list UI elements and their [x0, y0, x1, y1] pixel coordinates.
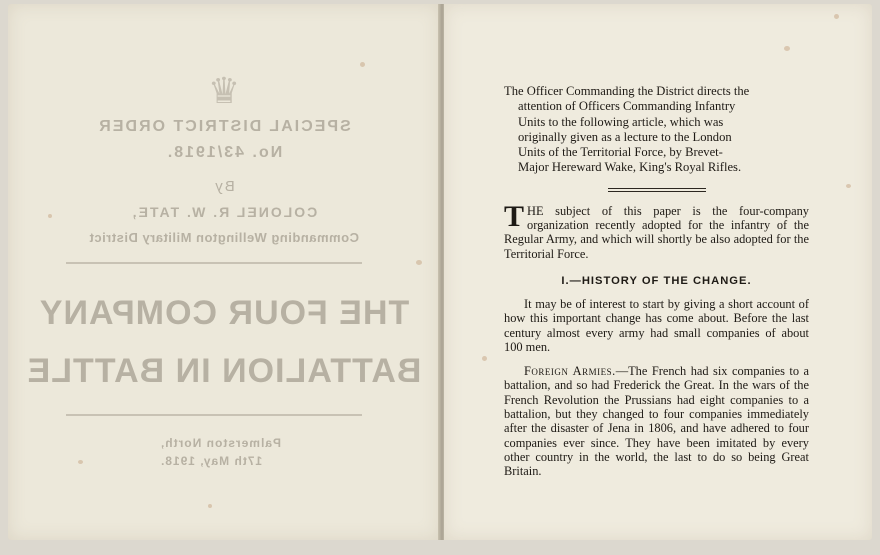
bleed-line-number: No. 43/1918. [165, 144, 283, 161]
bleed-line-place: Palmerston North, [160, 436, 282, 450]
bleed-line-by: By [213, 178, 235, 195]
bleed-title-line1: THE FOUR COMPANY [38, 294, 410, 332]
paragraph-subject-text: HE subject of this paper is the four-company organization recently adopted for the infantry of the Regular Army, and which will shortly be also adopted for the Territorial Force. [504, 203, 809, 261]
bleed-line-commanding: Commanding Wellington Military District [89, 230, 359, 245]
drop-cap: T [504, 199, 525, 233]
intro-line: Major Hereward Wake, King's Royal Rifles. [518, 160, 742, 175]
section-divider [608, 188, 706, 192]
foreign-armies-text: —The French had six companies to a battalion, and so had Frederick the Great. In the wars of the French Revolution the Prussians had eight companies to a battalion, but they changed to four companies immediately after the disaster of Jena in 1806, and have adhered to four companies ever since. They have been imitated by every other country in the world, the last to do so being Great Britain. [504, 364, 809, 479]
intro-line: attention of Officers Commanding Infantry [518, 99, 736, 114]
bleed-line-date: 17th May, 1918. [160, 454, 263, 468]
paragraph-foreign-armies [504, 364, 809, 478]
bleed-line-order: SPECIAL DISTRICT ORDER [97, 118, 351, 135]
intro-line: The Officer Commanding the District directs the [504, 84, 750, 98]
bleed-rule-bottom [66, 414, 362, 416]
bleed-line-colonel: COLONEL R. W. TATE, [130, 204, 318, 220]
foreign-armies-lead: Foreign Armies. [524, 364, 616, 379]
bleed-rule-top [66, 262, 362, 264]
right-page-text [504, 84, 809, 479]
bleed-title-line2: BATTALION IN BATTLE [26, 352, 422, 390]
intro-line: originally given as a lecture to the London [518, 129, 732, 144]
intro-line: Units to the following article, which was [518, 114, 724, 129]
paragraph-history: It may be of interest to start by giving a short account of how this important change has come about. Before the last century almost every army had small companies of about 100 men. [504, 296, 809, 354]
section-heading: I.—HISTORY OF THE CHANGE. [561, 274, 752, 287]
paragraph-subject [504, 199, 809, 261]
left-page [8, 4, 440, 540]
royal-crest-icon: ♛ [207, 70, 241, 111]
bleed-through-text [8, 4, 440, 540]
intro-line: Units of the Territorial Force, by Brevet- [518, 145, 723, 160]
intro-notice [504, 84, 809, 176]
